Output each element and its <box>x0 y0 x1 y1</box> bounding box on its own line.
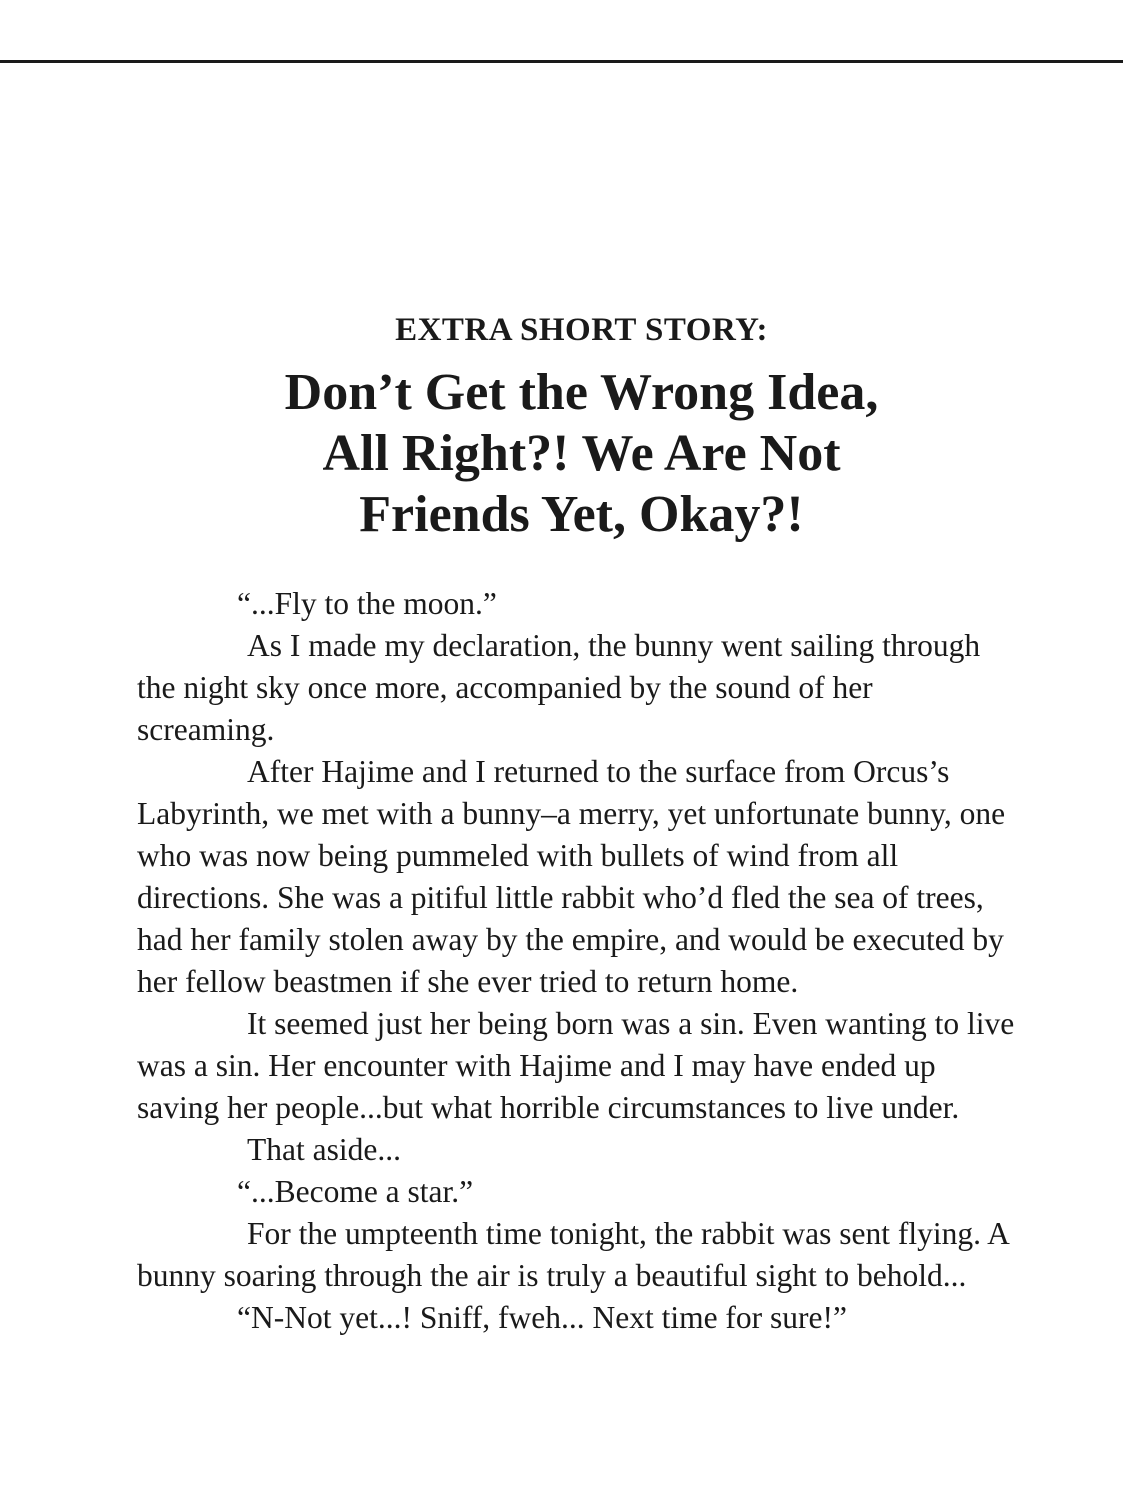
paragraph: After Hajime and I returned to the surface from Orcus’s Labyrinth, we met with a bunny–a merry, yet unfortunate bunny, one who was now being pummeled with bullets of wind from all directions. She was a pitiful little rabbit who’d fled the sea of trees, had her family stolen away by the empire, and would be executed by her fellow beastmen if she ever tried to return home. <box>137 754 1006 999</box>
story-title <box>0 362 1123 545</box>
top-rule <box>0 60 1123 63</box>
chapter-heading <box>0 310 1123 545</box>
paragraph: “...Become a star.” <box>237 1174 474 1209</box>
paragraph: “...Fly to the moon.” <box>237 586 497 621</box>
paragraph: For the umpteenth time tonight, the rabbit was sent flying. A bunny soaring through the air is truly a beautiful sight to behold... <box>137 1216 1009 1293</box>
story-body <box>137 583 1017 1339</box>
story-title-line: Friends Yet, Okay?! <box>359 486 804 543</box>
paragraph: “N-Not yet...! Sniff, fweh... Next time for sure!” <box>237 1300 847 1335</box>
chapter-kicker: EXTRA SHORT STORY: <box>395 312 768 348</box>
story-title-line: Don’t Get the Wrong Idea, <box>284 364 879 421</box>
paragraph: That aside... <box>247 1132 401 1167</box>
paragraph: As I made my declaration, the bunny went sailing through the night sky once more, accompanied by the sound of her screaming. <box>137 628 981 747</box>
story-title-line: All Right?! We Are Not <box>322 425 841 482</box>
paragraph: It seemed just her being born was a sin. Even wanting to live was a sin. Her encounter with Hajime and I may have ended up saving her people...but what horrible circumstances to live under. <box>137 1006 1015 1125</box>
